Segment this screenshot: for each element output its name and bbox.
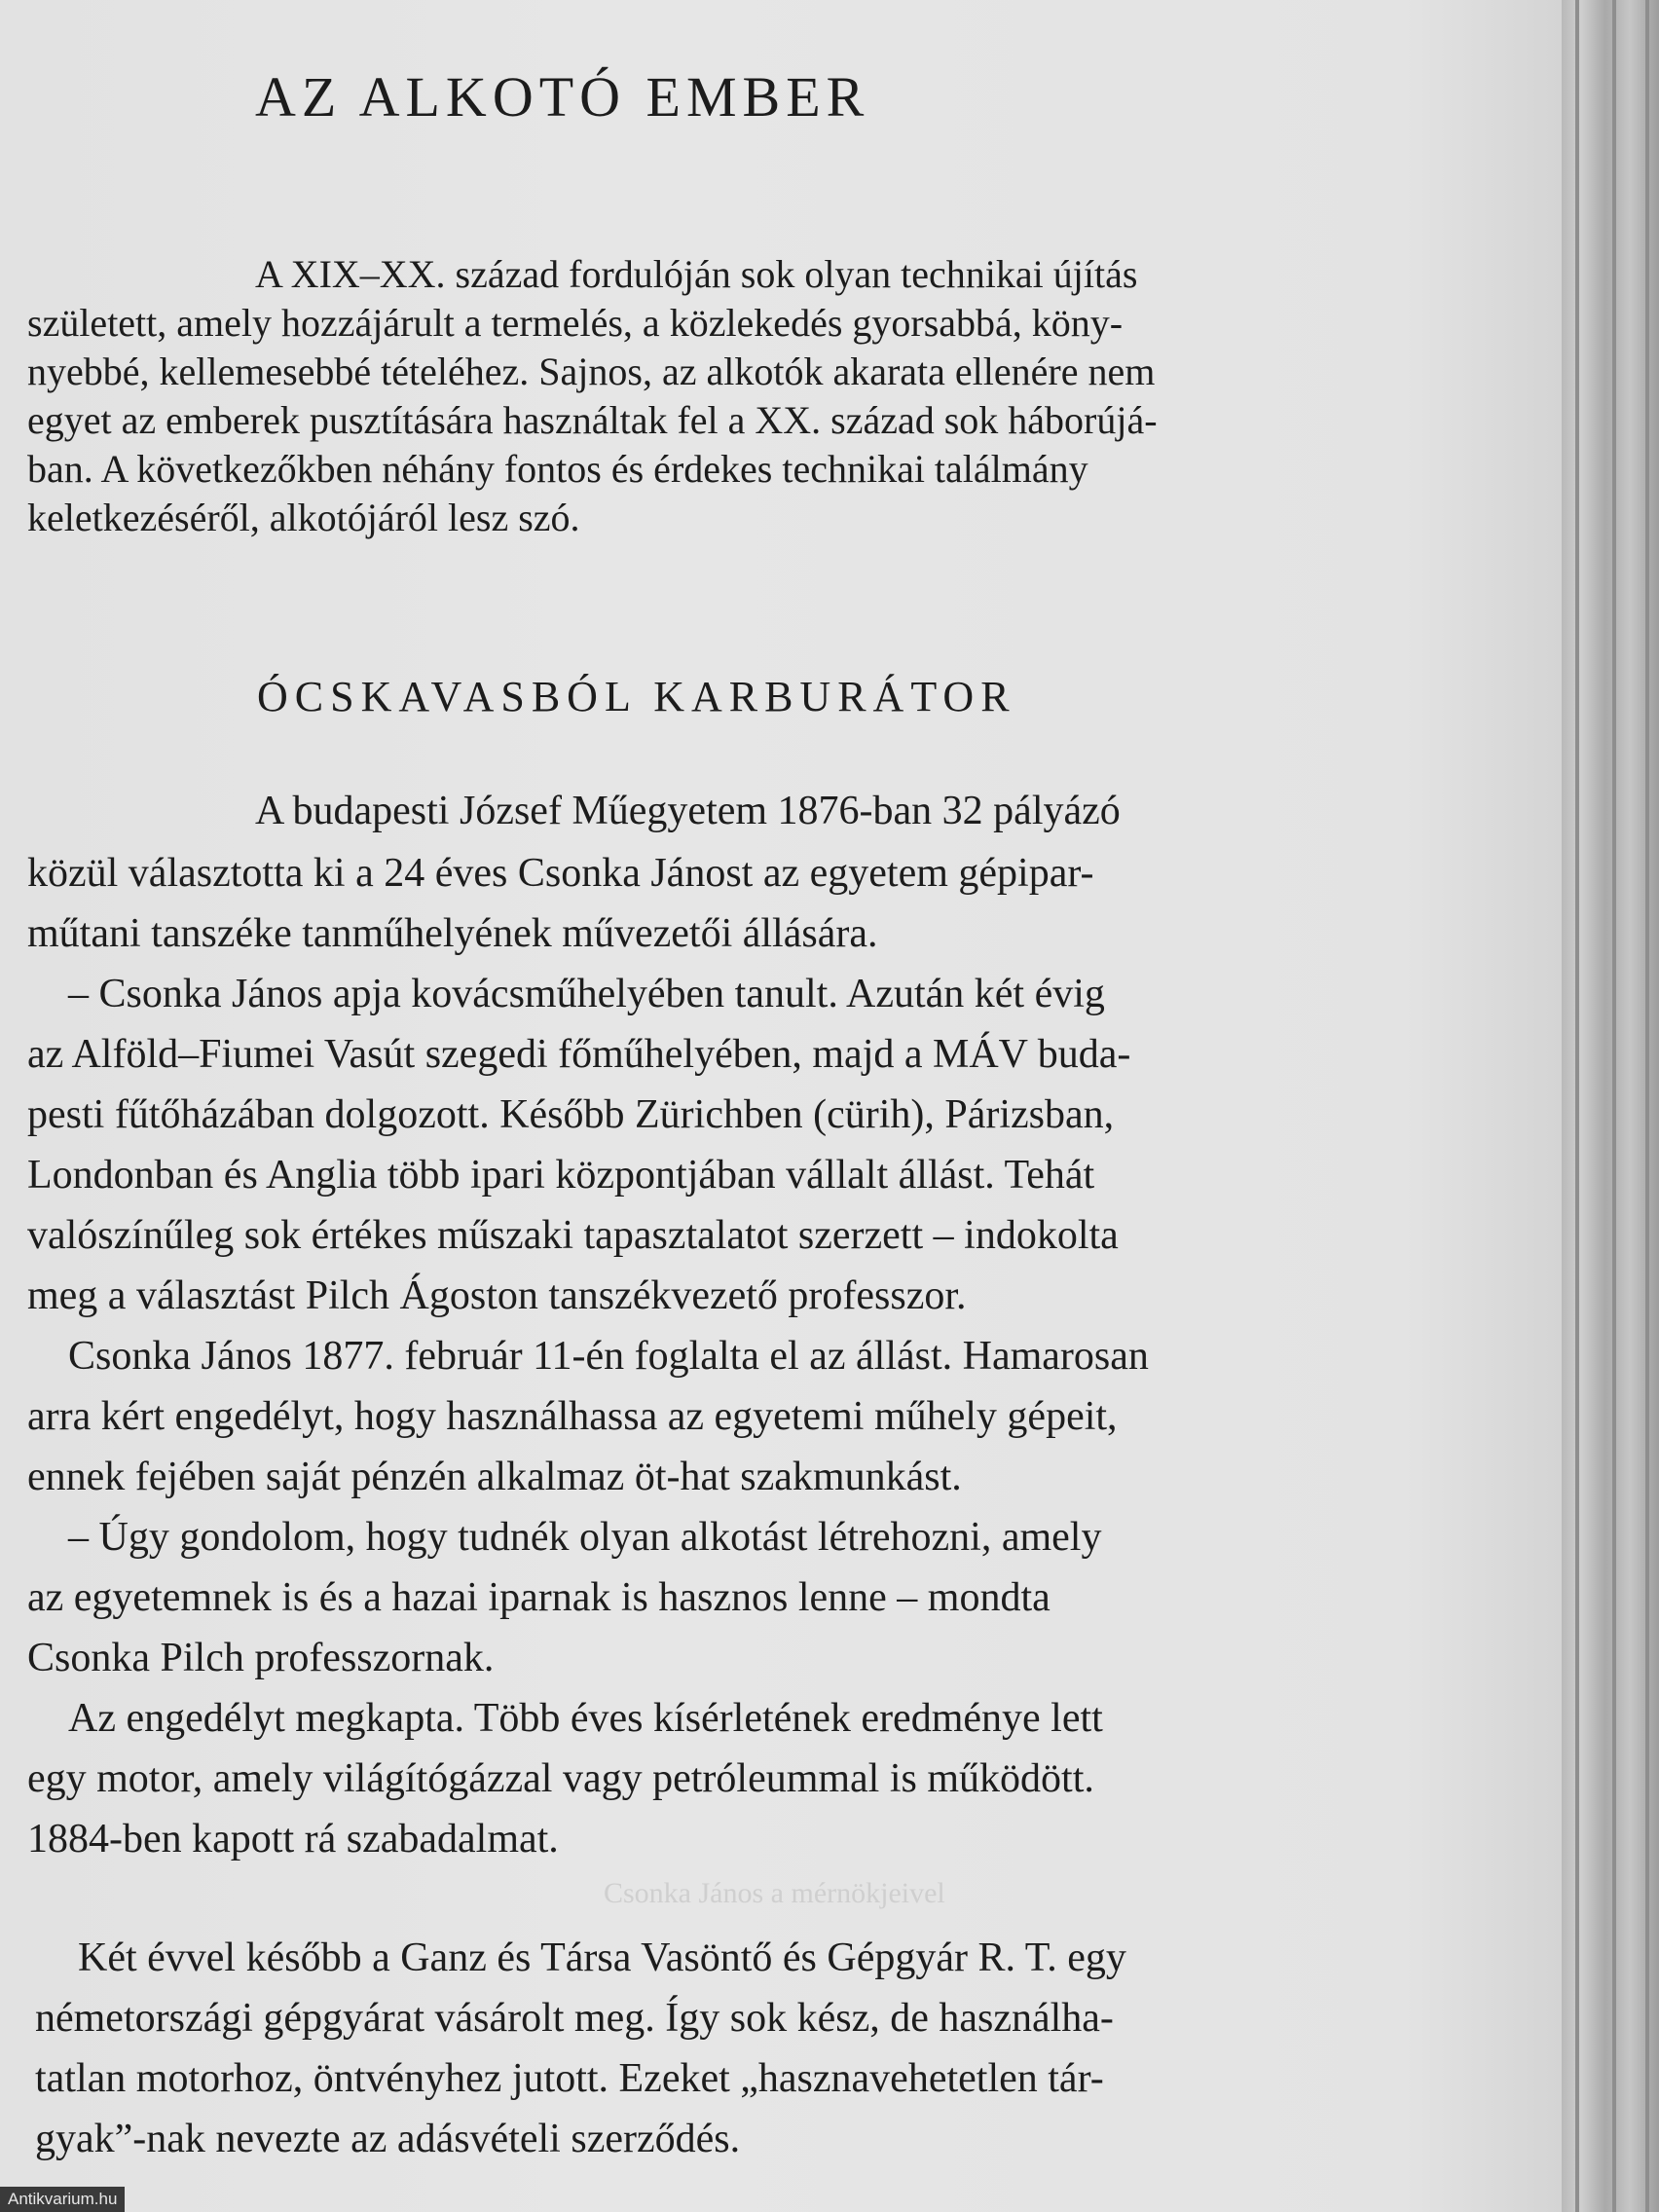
spine-shadow-line	[1612, 0, 1616, 2212]
body-line: – Úgy gondolom, hogy tudnék olyan alkotást létrehozni, amely	[68, 1515, 1102, 1560]
intro-line: ban. A következőkben néhány fontos és érdekes technikai találmány	[27, 447, 1088, 491]
intro-line: nyebbé, kellemesebbé tételéhez. Sajnos, az alkotók akarata ellenére nem	[27, 350, 1156, 393]
body-line: Csonka János 1877. február 11-én foglalta el az állást. Hamarosan	[68, 1334, 1149, 1379]
intro-line: született, amely hozzájárult a termelés, a közlekedés gyorsabbá, köny-	[27, 301, 1124, 345]
body-line: arra kért engedélyt, hogy használhassa az egyetemi műhely gépeit,	[27, 1394, 1118, 1439]
spine-shadow-line	[1575, 0, 1579, 2212]
body-line: németországi gépgyárat vásárolt meg. Így sok kész, de használha-	[35, 1996, 1114, 2041]
body-line: valószínűleg sok értékes műszaki tapasztalatot szerzett – indokolta	[27, 1213, 1119, 1258]
body-line: A budapesti József Műegyetem 1876-ban 32 pályázó	[255, 789, 1121, 833]
section-title: ÓCSKAVASBÓL KARBURÁTOR	[257, 673, 1016, 720]
body-line: pesti fűtőházában dolgozott. Később Zürichben (cürih), Párizsban,	[27, 1092, 1115, 1137]
body-line: Az engedélyt megkapta. Több éves kísérletének eredménye lett	[68, 1696, 1103, 1741]
body-line: tatlan motorhoz, öntvényhez jutott. Ezeket „hasznavehetetlen tár-	[35, 2056, 1104, 2101]
chapter-title: AZ ALKOTÓ EMBER	[255, 65, 870, 129]
body-line: meg a választást Pilch Ágoston tanszékvezető professzor.	[27, 1273, 967, 1318]
body-line: az egyetemnek is és a hazai iparnak is hasznos lenne – mondta	[27, 1575, 1051, 1620]
body-line: az Alföld–Fiumei Vasút szegedi főműhelyében, majd a MÁV buda-	[27, 1032, 1131, 1077]
body-line: 1884-ben kapott rá szabadalmat.	[27, 1817, 559, 1862]
intro-line: egyet az emberek pusztítására használtak fel a XX. század sok háborújá-	[27, 398, 1158, 442]
intro-line: A XIX–XX. század fordulóján sok olyan technikai újítás	[255, 252, 1138, 296]
spine-shadow-line	[1645, 0, 1649, 2212]
watermark-label: Antikvarium.hu	[0, 2187, 125, 2212]
book-spine	[1562, 0, 1659, 2212]
body-line: gyak”-nak nevezte az adásvételi szerződés.	[35, 2117, 741, 2161]
body-line: közül választotta ki a 24 éves Csonka Jánost az egyetem gépipar-	[27, 851, 1094, 896]
body-line: műtani tanszéke tanműhelyének művezetői állására.	[27, 911, 878, 956]
body-line: ennek fejében saját pénzén alkalmaz öt-hat szakmunkást.	[27, 1455, 962, 1499]
faint-caption: Csonka János a mérnökjeivel	[604, 1877, 945, 1909]
intro-line: keletkezéséről, alkotójáról lesz szó.	[27, 496, 580, 539]
body-line: Két évvel később a Ganz és Társa Vasöntő és Gépgyár R. T. egy	[78, 1936, 1126, 1980]
body-line: egy motor, amely világítógázzal vagy petróleummal is működött.	[27, 1756, 1094, 1801]
body-line: – Csonka János apja kovácsműhelyében tanult. Azután két évig	[68, 972, 1105, 1016]
body-line: Csonka Pilch professzornak.	[27, 1636, 495, 1680]
body-line: Londonban és Anglia több ipari központjában vállalt állást. Tehát	[27, 1153, 1095, 1198]
